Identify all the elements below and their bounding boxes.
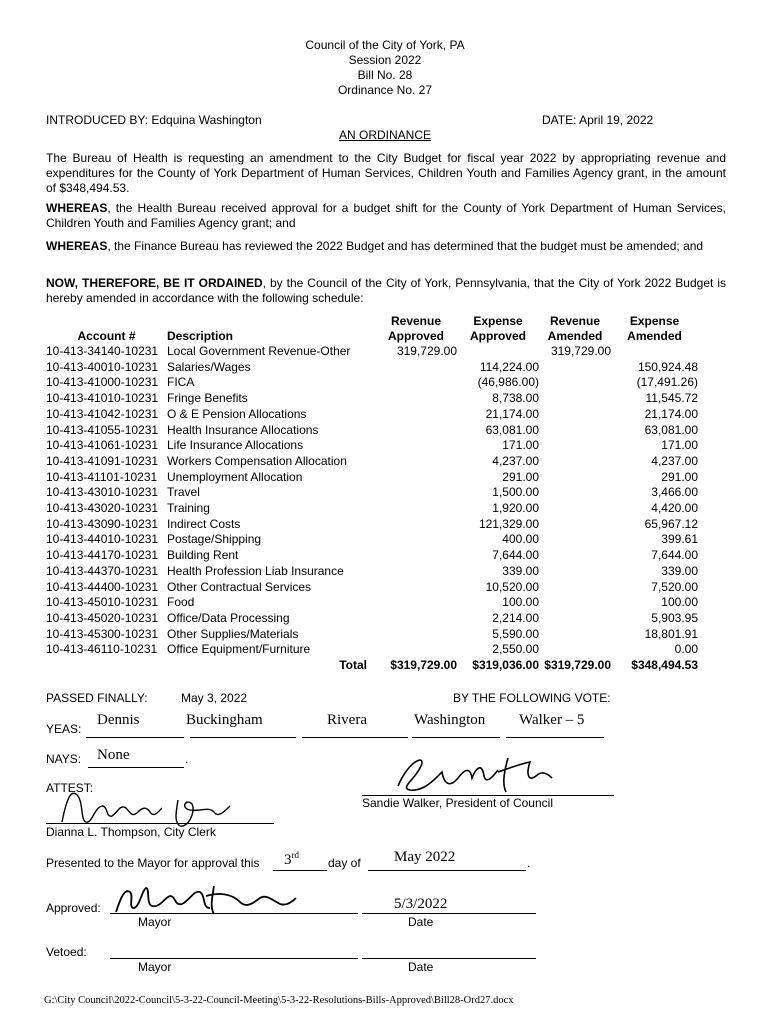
approved-label: Approved: bbox=[46, 901, 101, 915]
nays-period: . bbox=[185, 752, 189, 766]
expense-approved-cell: 1,500.00 bbox=[492, 485, 539, 500]
president-caption: Sandie Walker, President of Council bbox=[362, 796, 553, 810]
presented-month-line bbox=[368, 870, 526, 871]
revenue-amended-cell bbox=[539, 438, 611, 454]
description-cell: Indirect Costs bbox=[167, 516, 241, 531]
expense-approved-cell: 1,920.00 bbox=[492, 501, 539, 516]
account-cell: 10-413-41101-10231 bbox=[46, 469, 158, 484]
revenue-approved-cell bbox=[375, 548, 457, 564]
approved-date-line bbox=[362, 913, 536, 914]
revenue-approved-cell bbox=[375, 642, 457, 658]
introduced-date: DATE: April 19, 2022 bbox=[542, 113, 654, 127]
yea-vote-2: Buckingham bbox=[186, 712, 263, 728]
table-total-row bbox=[46, 658, 698, 674]
description-cell: Local Government Revenue-Other bbox=[167, 344, 351, 358]
revenue-approved-cell bbox=[375, 438, 457, 454]
expense-amended-cell: 4,237.00 bbox=[651, 453, 698, 468]
account-cell: 10-413-41000-10231 bbox=[46, 375, 159, 390]
description-cell: Training bbox=[167, 501, 210, 516]
whereas-text-1: , the Health Bureau received approval for a budget shift for the County of York Department of Human Services, Children Youth and Families Agency grant; and bbox=[46, 201, 726, 230]
expense-amended-cell: (17,491.26) bbox=[636, 375, 698, 390]
passed-date: May 3, 2022 bbox=[181, 691, 248, 705]
description-cell: Unemployment Allocation bbox=[167, 469, 303, 484]
yea-line-3 bbox=[302, 737, 408, 738]
account-cell: 10-413-46110-10231 bbox=[46, 642, 158, 657]
revenue-amended-cell bbox=[539, 501, 611, 517]
paragraph-whereas-1 bbox=[46, 201, 726, 231]
account-cell: 10-413-41091-10231 bbox=[46, 453, 159, 468]
table-row bbox=[46, 375, 698, 391]
ordained-text: , by the Council of the City of York, Pennsylvania, that the City of York 2022 Budget is hereby amended in accordance with the following schedule: bbox=[46, 276, 726, 305]
clerk-caption: Dianna L. Thompson, City Clerk bbox=[46, 825, 216, 839]
expense-amended-cell: 291.00 bbox=[661, 469, 698, 484]
revenue-amended-cell: 319,729.00 bbox=[550, 344, 611, 358]
revenue-amended-cell bbox=[539, 407, 611, 423]
expense-approved-cell: 291.00 bbox=[502, 469, 539, 484]
description-cell: FICA bbox=[167, 375, 195, 390]
revenue-approved-cell bbox=[375, 391, 457, 407]
mayor-caption: Mayor bbox=[138, 915, 172, 929]
header-revenue-amended: Revenue Amended bbox=[547, 314, 603, 343]
approved-date: 5/3/2022 bbox=[394, 896, 448, 912]
revenue-amended-cell bbox=[539, 611, 611, 627]
total-expense-approved: $319,036.00 bbox=[472, 658, 539, 673]
president-signature bbox=[380, 748, 570, 802]
expense-amended-cell: 150,924.48 bbox=[637, 359, 698, 374]
revenue-amended-cell bbox=[539, 454, 611, 470]
expense-approved-cell: 10,520.00 bbox=[485, 579, 539, 594]
revenue-amended-cell bbox=[539, 485, 611, 501]
table-row bbox=[46, 470, 698, 486]
presented-period: . bbox=[527, 856, 531, 870]
account-cell: 10-413-45300-10231 bbox=[46, 626, 159, 641]
expense-approved-cell: 171.00 bbox=[502, 438, 539, 453]
vetoed-date-line bbox=[362, 958, 536, 959]
revenue-approved-cell bbox=[375, 517, 457, 533]
whereas-text-2: , the Finance Bureau has reviewed the 2022 Budget and has determined that the budget must be amended; and bbox=[107, 239, 704, 253]
table-row bbox=[46, 532, 698, 548]
whereas-keyword-1: WHEREAS bbox=[46, 201, 108, 215]
expense-approved-cell: 4,237.00 bbox=[492, 453, 539, 468]
header-expense-amended: Expense Amended bbox=[627, 314, 682, 343]
description-cell: Office/Data Processing bbox=[167, 610, 290, 625]
table-row bbox=[46, 642, 698, 658]
account-cell: 10-413-34140-10231 bbox=[46, 344, 159, 358]
session-line: Session 2022 bbox=[348, 53, 422, 67]
expense-approved-cell: 5,590.00 bbox=[492, 626, 539, 641]
footer-file-path: G:\City Council\2022-Council\5-3-22-Council-Meeting\5-3-22-Resolutions-Bills-Approved\Bill28-Ord27.docx bbox=[44, 995, 514, 1006]
expense-amended-cell: 7,644.00 bbox=[651, 548, 698, 563]
expense-amended-cell: 339.00 bbox=[661, 563, 698, 578]
whereas-keyword-2: WHEREAS bbox=[46, 239, 108, 253]
revenue-amended-cell bbox=[539, 517, 611, 533]
clerk-signature-line bbox=[46, 823, 274, 824]
table-row bbox=[46, 454, 698, 470]
revenue-amended-cell bbox=[539, 627, 611, 643]
revenue-approved-cell bbox=[375, 485, 457, 501]
table-header-row bbox=[46, 312, 698, 344]
account-cell: 10-413-43090-10231 bbox=[46, 516, 159, 531]
revenue-amended-cell bbox=[539, 391, 611, 407]
yea-vote-4: Washington bbox=[414, 712, 486, 728]
revenue-approved-cell bbox=[375, 375, 457, 391]
nays-value: None bbox=[97, 747, 130, 763]
description-cell: Other Supplies/Materials bbox=[167, 626, 299, 641]
council-title: Council of the City of York, PA bbox=[305, 38, 465, 52]
description-cell: Office Equipment/Furniture bbox=[167, 642, 311, 657]
yea-line-1 bbox=[86, 737, 184, 738]
yea-line-4 bbox=[412, 737, 500, 738]
account-cell: 10-413-41061-10231 bbox=[46, 438, 159, 453]
expense-approved-cell: 400.00 bbox=[502, 532, 539, 547]
expense-amended-cell: 0.00 bbox=[674, 642, 698, 657]
table-row bbox=[46, 438, 698, 454]
expense-approved-cell: 100.00 bbox=[502, 595, 539, 610]
expense-amended-cell: 171.00 bbox=[661, 438, 698, 453]
expense-approved-cell: 339.00 bbox=[502, 563, 539, 578]
description-cell: Workers Compensation Allocation bbox=[167, 453, 347, 468]
account-cell: 10-413-41055-10231 bbox=[46, 422, 159, 437]
yeas-label: YEAS: bbox=[46, 722, 82, 736]
revenue-amended-cell bbox=[539, 360, 611, 376]
expense-approved-cell: 63,081.00 bbox=[485, 422, 539, 437]
revenue-approved-cell bbox=[375, 564, 457, 580]
ordained-keyword: NOW, THEREFORE, BE IT ORDAINED bbox=[46, 276, 263, 290]
vetoed-label: Vetoed: bbox=[46, 945, 87, 959]
expense-amended-cell: 65,967.12 bbox=[644, 516, 698, 531]
expense-amended-cell: 3,466.00 bbox=[651, 485, 698, 500]
table-row bbox=[46, 407, 698, 423]
table-row bbox=[46, 627, 698, 643]
nays-line bbox=[88, 767, 184, 768]
ordinance-number: Ordinance No. 27 bbox=[337, 83, 433, 97]
total-label: Total bbox=[339, 658, 367, 673]
revenue-amended-cell bbox=[539, 470, 611, 486]
description-cell: Food bbox=[167, 595, 195, 610]
header-expense-approved: Expense Approved bbox=[469, 314, 526, 343]
description-cell: Health Profession Liab Insurance bbox=[167, 563, 344, 578]
revenue-amended-cell bbox=[539, 564, 611, 580]
expense-amended-cell: 18,801.91 bbox=[644, 626, 698, 641]
revenue-approved-cell: 319,729.00 bbox=[396, 344, 457, 358]
revenue-amended-cell bbox=[539, 375, 611, 391]
nays-label: NAYS: bbox=[46, 752, 82, 766]
expense-approved-cell: 114,224.00 bbox=[479, 359, 539, 374]
description-cell: Salaries/Wages bbox=[167, 359, 251, 374]
revenue-amended-cell bbox=[539, 595, 611, 611]
revenue-approved-cell bbox=[375, 627, 457, 643]
description-cell: Building Rent bbox=[167, 548, 239, 563]
expense-amended-cell: 63,081.00 bbox=[644, 422, 698, 437]
expense-amended-cell: 399.61 bbox=[661, 532, 698, 547]
description-cell: Life Insurance Allocations bbox=[167, 438, 304, 453]
header-account: Account # bbox=[77, 329, 136, 343]
revenue-approved-cell bbox=[375, 532, 457, 548]
approved-signature-line bbox=[110, 913, 358, 914]
table-row bbox=[46, 580, 698, 596]
revenue-amended-cell bbox=[539, 548, 611, 564]
bill-number: Bill No. 28 bbox=[357, 68, 413, 82]
account-cell: 10-413-45020-10231 bbox=[46, 610, 159, 625]
revenue-approved-cell bbox=[375, 611, 457, 627]
attest-label: ATTEST: bbox=[46, 781, 94, 795]
expense-amended-cell bbox=[611, 344, 698, 360]
account-cell: 10-413-45010-10231 bbox=[46, 595, 159, 610]
table-row bbox=[46, 423, 698, 439]
expense-approved-cell: 7,644.00 bbox=[492, 548, 539, 563]
revenue-approved-cell bbox=[375, 470, 457, 486]
total-spacer bbox=[46, 658, 167, 674]
revenue-amended-cell bbox=[539, 642, 611, 658]
expense-approved-cell: 121,329.00 bbox=[478, 516, 539, 531]
expense-amended-cell: 4,420.00 bbox=[651, 501, 698, 516]
account-cell: 10-413-44010-10231 bbox=[46, 532, 159, 547]
table-row bbox=[46, 517, 698, 533]
expense-approved-cell bbox=[457, 344, 539, 360]
account-cell: 10-413-41042-10231 bbox=[46, 406, 159, 421]
description-cell: Health Insurance Allocations bbox=[167, 422, 319, 437]
revenue-amended-cell bbox=[539, 532, 611, 548]
table-body bbox=[46, 344, 698, 658]
revenue-approved-cell bbox=[375, 595, 457, 611]
total-expense-amended: $348,494.53 bbox=[631, 658, 698, 673]
table-row bbox=[46, 360, 698, 376]
account-cell: 10-413-40010-10231 bbox=[46, 359, 159, 374]
presented-middle: day of bbox=[328, 856, 361, 870]
table-row bbox=[46, 611, 698, 627]
date-caption-2: Date bbox=[408, 960, 434, 974]
description-cell: O & E Pension Allocations bbox=[167, 406, 307, 421]
budget-schedule-table bbox=[46, 312, 698, 674]
table-row bbox=[46, 564, 698, 580]
paragraph-intro: The Bureau of Health is requesting an amendment to the City Budget for fiscal year 2022 by appropriating revenue and expenditures for the County of York Department of Human Services, Children Youth and Families Agency grant, in the amount of $348,494.53. bbox=[46, 151, 726, 195]
yea-vote-5: Walker – 5 bbox=[519, 712, 585, 728]
expense-amended-cell: 21,174.00 bbox=[644, 406, 698, 421]
revenue-approved-cell bbox=[375, 454, 457, 470]
revenue-approved-cell bbox=[375, 407, 457, 423]
account-cell: 10-413-43010-10231 bbox=[46, 485, 159, 500]
mayor-caption-2: Mayor bbox=[138, 960, 172, 974]
revenue-approved-cell bbox=[375, 360, 457, 376]
document-header bbox=[0, 38, 770, 98]
account-cell: 10-413-43020-10231 bbox=[46, 501, 159, 516]
yea-line-5 bbox=[506, 737, 604, 738]
account-cell: 10-413-44170-10231 bbox=[46, 548, 159, 563]
presented-prefix: Presented to the Mayor for approval this bbox=[46, 856, 260, 870]
expense-approved-cell: (46,986.00) bbox=[477, 375, 539, 390]
expense-amended-cell: 7,520.00 bbox=[651, 579, 698, 594]
expense-amended-cell: 5,903.95 bbox=[651, 610, 698, 625]
header-revenue-approved: Revenue Approved bbox=[387, 314, 444, 343]
account-cell: 10-413-44370-10231 bbox=[46, 563, 159, 578]
expense-approved-cell: 2,550.00 bbox=[492, 642, 539, 657]
revenue-amended-cell bbox=[539, 580, 611, 596]
table-row bbox=[46, 548, 698, 564]
paragraph-whereas-2 bbox=[46, 239, 726, 254]
table-row bbox=[46, 595, 698, 611]
expense-approved-cell: 8,738.00 bbox=[492, 391, 539, 406]
table-row bbox=[46, 501, 698, 517]
expense-amended-cell: 11,545.72 bbox=[645, 391, 698, 406]
presented-day: 3rd bbox=[284, 850, 299, 868]
expense-approved-cell: 2,214.00 bbox=[492, 610, 539, 625]
total-revenue-approved: $319,729.00 bbox=[390, 658, 457, 673]
passed-finally-label: PASSED FINALLY: bbox=[46, 691, 148, 705]
description-cell: Postage/Shipping bbox=[167, 532, 262, 547]
revenue-approved-cell bbox=[375, 423, 457, 439]
table-row bbox=[46, 485, 698, 501]
account-cell: 10-413-44400-10231 bbox=[46, 579, 159, 594]
description-cell: Other Contractual Services bbox=[167, 579, 312, 594]
vetoed-signature-line bbox=[110, 958, 358, 959]
table-row bbox=[46, 391, 698, 407]
date-caption: Date bbox=[408, 915, 434, 929]
ordinance-title-wrap bbox=[0, 128, 770, 143]
expense-amended-cell: 100.00 bbox=[661, 595, 698, 610]
paragraph-ordained bbox=[46, 276, 726, 306]
vote-heading: BY THE FOLLOWING VOTE: bbox=[453, 691, 611, 705]
table-row bbox=[46, 344, 698, 360]
ordinance-title: AN ORDINANCE bbox=[338, 128, 431, 142]
yea-vote-1: Dennis bbox=[97, 712, 140, 728]
total-revenue-amended: $319,729.00 bbox=[544, 658, 611, 673]
introduced-by: INTRODUCED BY: Edquina Washington bbox=[46, 113, 262, 127]
presented-day-line bbox=[273, 870, 327, 871]
revenue-amended-cell bbox=[539, 423, 611, 439]
description-cell: Fringe Benefits bbox=[167, 391, 248, 406]
expense-approved-cell: 21,174.00 bbox=[485, 406, 539, 421]
revenue-approved-cell bbox=[375, 580, 457, 596]
header-description: Description bbox=[167, 329, 234, 343]
presented-month: May 2022 bbox=[394, 849, 456, 865]
description-cell: Travel bbox=[167, 485, 200, 500]
yea-vote-3: Rivera bbox=[327, 712, 367, 728]
account-cell: 10-413-41010-10231 bbox=[46, 391, 159, 406]
yea-line-2 bbox=[190, 737, 296, 738]
revenue-approved-cell bbox=[375, 501, 457, 517]
